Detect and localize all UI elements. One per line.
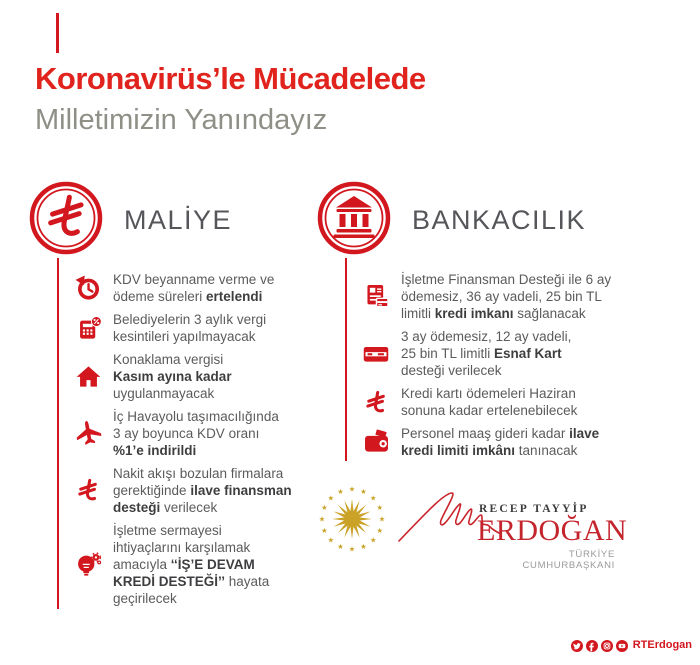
list-item-text: Personel maaş gideri kadar ilave kredi limiti imkânı tanınacak: [401, 426, 600, 458]
list-item: [359, 328, 651, 379]
items-list-maliye: [57, 258, 313, 609]
accent-bar: [56, 13, 59, 53]
lira-icon: [71, 477, 105, 504]
items-list-bankacilik: [345, 258, 651, 461]
list-item: [359, 271, 651, 322]
svg-text:★: ★: [360, 542, 367, 552]
list-item: [71, 408, 313, 459]
list-item-text: İç Havayolu taşımacılığında 3 ay boyunca KDV oranı %1’e indirildi: [113, 409, 279, 458]
svg-text:★: ★: [348, 544, 356, 554]
section-title-bankacilik: BANKACILIK: [412, 205, 587, 235]
svg-text:★: ★: [348, 484, 356, 494]
svg-text:★: ★: [337, 542, 344, 552]
section-header-bankacilik: [317, 181, 586, 260]
clock-history-icon: [71, 275, 105, 301]
svg-text:★: ★: [369, 535, 377, 545]
instagram-icon[interactable]: [601, 639, 613, 651]
page-subtitle: Milletimizin Yanındayız: [35, 104, 328, 136]
list-item-text: Kredi kartı ödemeleri Haziran sonuna kadar ertelenebilecek: [401, 386, 578, 418]
lira-icon: [359, 389, 393, 416]
list-item: [71, 351, 313, 402]
section-header-maliye: [29, 181, 232, 260]
president-role: TÜRKİYE CUMHURBAŞKANI: [522, 549, 615, 571]
twitter-icon[interactable]: [571, 639, 583, 651]
svg-text:★: ★: [327, 535, 335, 545]
svg-text:★: ★: [321, 526, 328, 535]
wallet-icon: [359, 428, 393, 457]
list-item: [71, 311, 313, 345]
idea-gear-icon: [71, 551, 105, 579]
list-item: [71, 522, 313, 607]
youtube-icon[interactable]: [616, 639, 628, 651]
list-item: [71, 271, 313, 305]
section-title-maliye: MALİYE: [124, 205, 233, 235]
lira-circle-icon: [29, 181, 103, 260]
list-item-text: Konaklama vergisi Kasım ayına kadar uygulanmayacak: [113, 352, 232, 401]
loan-document-icon: [359, 282, 393, 311]
calculator-percent-icon: [71, 315, 105, 342]
presidential-seal-icon: [317, 484, 387, 554]
list-item-text: İşletme sermayesi ihtiyaçlarını karşılamak amacıyla ‘‘İŞ’E DEVAM KREDİ DESTEĞİ’’ hayata geçirilecek: [113, 523, 270, 606]
credit-card-icon: [359, 340, 393, 368]
president-surname: ERDOĞAN: [477, 514, 628, 547]
list-item-text: KDV beyanname verme ve ödeme süreleri ertelendi: [113, 272, 275, 304]
house-icon: [71, 363, 105, 390]
svg-text:★: ★: [318, 514, 326, 524]
list-item: [359, 425, 651, 459]
social-handle[interactable]: RTErdogan: [632, 639, 692, 651]
svg-text:★: ★: [369, 493, 377, 503]
facebook-icon[interactable]: [586, 639, 598, 651]
social-row: [571, 639, 692, 651]
list-item-text: 3 ay ödemesiz, 12 ay vadeli, 25 bin TL limitli Esnaf Kart desteği verilecek: [401, 329, 572, 378]
list-item: [359, 385, 651, 419]
svg-text:★: ★: [360, 486, 367, 496]
page-title: Koronavirüs’le Mücadelede: [35, 61, 426, 96]
list-item: [71, 465, 313, 516]
list-item-text: Nakit akışı bozulan firmalara gerektiğinde ilave finansman desteği verilecek: [113, 466, 292, 515]
svg-text:★: ★: [337, 486, 344, 496]
airplane-icon: [71, 419, 105, 448]
svg-text:★: ★: [327, 493, 335, 503]
signature-name-block: [477, 503, 628, 571]
svg-text:★: ★: [376, 503, 383, 512]
svg-text:★: ★: [378, 514, 386, 524]
president-first-names: RECEP TAYYİP: [479, 503, 589, 515]
bank-icon: [317, 181, 391, 260]
list-item-text: Belediyelerin 3 aylık vergi kesintileri yapılmayacak: [113, 312, 267, 344]
list-item-text: İşletme Finansman Desteği ile 6 ay ödemesiz, 36 ay vadeli, 25 bin TL limitli kredi imkanı sağlanacak: [401, 272, 612, 321]
svg-text:★: ★: [376, 526, 383, 535]
svg-text:★: ★: [321, 503, 328, 512]
